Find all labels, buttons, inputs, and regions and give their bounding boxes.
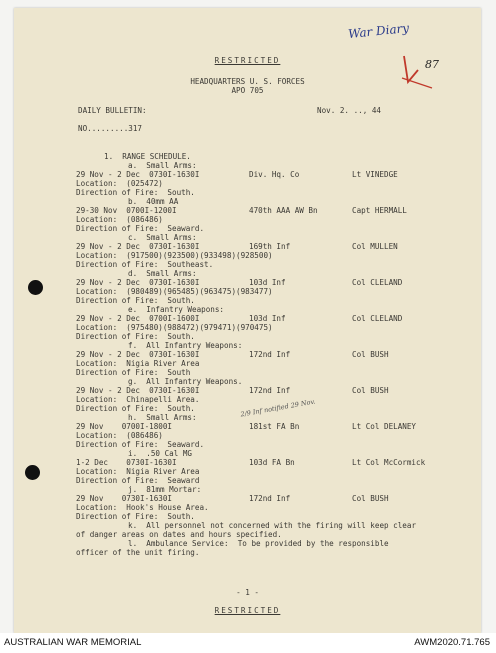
schedule-line: Location: (086486) — [76, 215, 163, 224]
schedule-line: Location: Nigia River Area — [76, 467, 200, 476]
margin-note: 2/9 Inf notified 29 Nov. — [239, 397, 316, 419]
classification-bottom: RESTRICTED — [214, 606, 281, 615]
schedule-line: 29-30 Nov 0700I-1200I — [76, 206, 177, 215]
schedule-line: k. All personnel not concerned with the firing will keep clear — [128, 521, 417, 530]
schedule-line: f. All Infantry Weapons: — [128, 341, 243, 350]
schedule-line: 470th AAA AW Bn — [249, 206, 318, 215]
schedule-line: 29 Nov 0730I-1630I — [76, 494, 173, 503]
schedule-line: Col CLELAND — [352, 314, 403, 323]
schedule-line: Col MULLEN — [352, 242, 398, 251]
war-diary-annotation: War Diary — [347, 20, 410, 42]
schedule-line: 29 Nov - 2 Dec 0730I-1630I — [76, 242, 200, 251]
schedule-line: Location: (980489)(965485)(963475)(983477) — [76, 287, 273, 296]
schedule-line: Location: Chinapelli Area. — [76, 395, 200, 404]
schedule-line: 29 Nov - 2 Dec 0730I-1630I — [76, 170, 200, 179]
schedule-line: 103d FA Bn — [249, 458, 295, 467]
schedule-line: Col BUSH — [352, 494, 389, 503]
schedule-line: Direction of Fire: South. — [76, 296, 195, 305]
bulletin-label: DAILY BULLETIN: — [78, 106, 147, 115]
schedule-line: Direction of Fire: South — [76, 368, 191, 377]
schedule-line: j. 81mm Mortar: — [128, 485, 202, 494]
credit-right: AWM2020.71.765 — [414, 637, 490, 648]
schedule-line: Lt VINEDGE — [352, 170, 398, 179]
schedule-line: 29 Nov - 2 Dec 0730I-1630I — [76, 278, 200, 287]
schedule-line: 29 Nov - 2 Dec 0700I-1600I — [76, 314, 200, 323]
schedule-line: Col BUSH — [352, 386, 389, 395]
schedule-line: Location: (975480)(988472)(979471)(970475) — [76, 323, 273, 332]
schedule-line: Capt HERMALL — [352, 206, 407, 215]
schedule-line: 103d Inf — [249, 314, 286, 323]
schedule-line: Direction of Fire: Southeast. — [76, 260, 214, 269]
document-page — [14, 8, 481, 633]
schedule-line: Direction of Fire: South. — [76, 188, 195, 197]
schedule-line: 172nd Inf — [249, 386, 291, 395]
schedule-line: of danger areas on dates and hours specified. — [76, 530, 282, 539]
punch-hole-top — [28, 280, 43, 295]
bulletin-number: NO.........317 — [78, 124, 143, 133]
archive-footer — [0, 633, 496, 653]
credit-left: AUSTRALIAN WAR MEMORIAL — [4, 637, 142, 648]
schedule-line: 169th Inf — [249, 242, 291, 251]
schedule-line: h. Small Arms: — [128, 413, 197, 422]
schedule-line: Col CLELAND — [352, 278, 403, 287]
schedule-line: b. 40mm AA — [128, 197, 179, 206]
schedule-line: 181st FA Bn — [249, 422, 300, 431]
schedule-line: Lt Col McCormick — [352, 458, 426, 467]
schedule-line: a. Small Arms: — [128, 161, 197, 170]
schedule-line: Location: Hook's House Area. — [76, 503, 209, 512]
hq-heading: HEADQUARTERS U. S. FORCES — [190, 77, 305, 86]
schedule-line: 1-2 Dec 0730I-1630I — [76, 458, 177, 467]
schedule-line: Direction of Fire: Seaward. — [76, 224, 205, 233]
schedule-line: c. Small Arms: — [128, 233, 197, 242]
schedule-line: officer of the unit firing. — [76, 548, 200, 557]
schedule-line: 29 Nov - 2 Dec 0730I-1630I — [76, 386, 200, 395]
schedule-line: l. Ambulance Service: To be provided by the responsible — [128, 539, 389, 548]
schedule-line: 103d Inf — [249, 278, 286, 287]
schedule-line: 29 Nov 0700I-1800I — [76, 422, 173, 431]
schedule-line: Location: (917500)(923500)(933498)(928500) — [76, 251, 273, 260]
schedule-line: Lt Col DELANEY — [352, 422, 417, 431]
classification-top: RESTRICTED — [214, 56, 281, 65]
schedule-line: e. Infantry Weapons: — [128, 305, 225, 314]
schedule-line: Direction of Fire: South. — [76, 332, 195, 341]
schedule-line: Col BUSH — [352, 350, 389, 359]
bulletin-date: Nov. 2. .., 44 — [317, 106, 382, 115]
schedule-line: Direction of Fire: Seaward — [76, 476, 200, 485]
schedule-line: d. Small Arms: — [128, 269, 197, 278]
schedule-line: Location: (086486) — [76, 431, 163, 440]
schedule-line: 29 Nov - 2 Dec 0730I-1630I — [76, 350, 200, 359]
schedule-line: 172nd Inf — [249, 350, 291, 359]
schedule-line: 1. RANGE SCHEDULE. — [104, 152, 191, 161]
schedule-line: g. All Infantry Weapons. — [128, 377, 243, 386]
schedule-line: 172nd Inf — [249, 494, 291, 503]
apo-heading: APO 705 — [231, 86, 264, 95]
page-number-mark: 87 — [425, 58, 439, 71]
schedule-line: Location: (025472) — [76, 179, 163, 188]
punch-hole-bottom — [25, 465, 40, 480]
schedule-line: i. .50 Cal MG — [128, 449, 193, 458]
schedule-line: Location: Nigia River Area — [76, 359, 200, 368]
schedule-line: Direction of Fire: Seaward. — [76, 440, 205, 449]
schedule-line: Div. Hq. Co — [249, 170, 300, 179]
schedule-line: Direction of Fire: South. — [76, 512, 195, 521]
page-number: - 1 - — [236, 588, 259, 597]
schedule-line: Direction of Fire: South. — [76, 404, 195, 413]
